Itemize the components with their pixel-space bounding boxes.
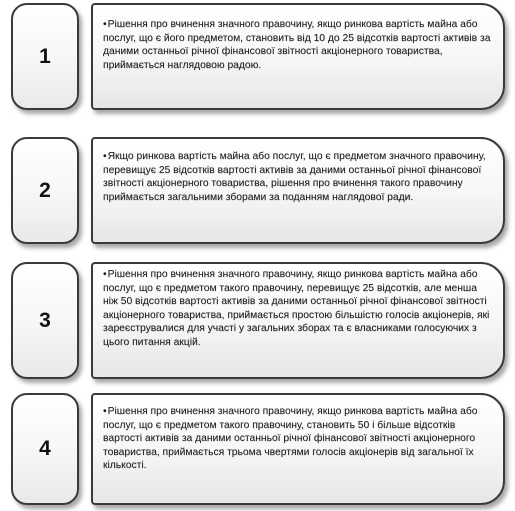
step-text-box — [91, 137, 505, 244]
bullet-icon: • — [103, 19, 107, 30]
step-number-box — [11, 393, 79, 505]
bullet-icon: • — [103, 269, 107, 280]
step-number: 4 — [39, 437, 51, 460]
step-number: 2 — [39, 178, 51, 202]
bullet-icon: • — [103, 406, 107, 417]
step-description: Рішення про вчинення значного правочину, якщо ринкова вартість майна або послуг, що є його предметом, становить від 10 до 25 відсотків вартості активів за даними останньої річної фінансової звітності акціонерного товариства, приймається наглядовою радою. — [103, 19, 491, 71]
step-text — [103, 150, 493, 204]
step-description: Рішення про вчинення значного правочину, якщо ринкова вартість майна або послуг, що є предметом такого правочину, становить 50 і більше відсотків вартості активів за даними останньої річної фінансової звітності акціонерного товариства, приймається трьома чвертями голосів акціонерів від загальної їх кількості. — [103, 406, 478, 472]
step-number-box — [11, 262, 79, 379]
step-2 — [11, 137, 505, 244]
bullet-icon: • — [103, 151, 107, 162]
step-text-box — [91, 262, 505, 379]
step-text — [103, 268, 493, 350]
step-3 — [11, 262, 505, 379]
step-number-box — [11, 137, 79, 244]
step-number: 1 — [39, 44, 51, 68]
step-description: Рішення про вчинення значного правочину, якщо ринкова вартість майна або послуг, що є предметом такого правочину, перевищує 25 відсотків, але менша ніж 50 відсотків вартості активів за даними останньої річної фінансової звітності акціонерного товариства, приймається простою більшістю голосів акціонерів, які зареєструвалися для участі у загальних зборах та є власниками голосуючих з цього питання акцій. — [103, 269, 490, 348]
step-number: 3 — [39, 308, 51, 332]
step-1 — [11, 3, 505, 110]
step-text-box — [91, 3, 505, 110]
step-number-box — [11, 3, 79, 110]
step-text-box — [91, 393, 505, 505]
step-description: Якщо ринкова вартість майна або послуг, що є предметом значного правочину, перевищує 25 відсотків вартості активів за даними останньої річної фінансової звітності акціонерного товариства, рішення про вчинення такого правочину приймається загальними зборами за поданням наглядової ради. — [103, 151, 486, 203]
step-text — [103, 18, 493, 72]
step-text — [103, 405, 493, 473]
step-4 — [11, 393, 505, 505]
